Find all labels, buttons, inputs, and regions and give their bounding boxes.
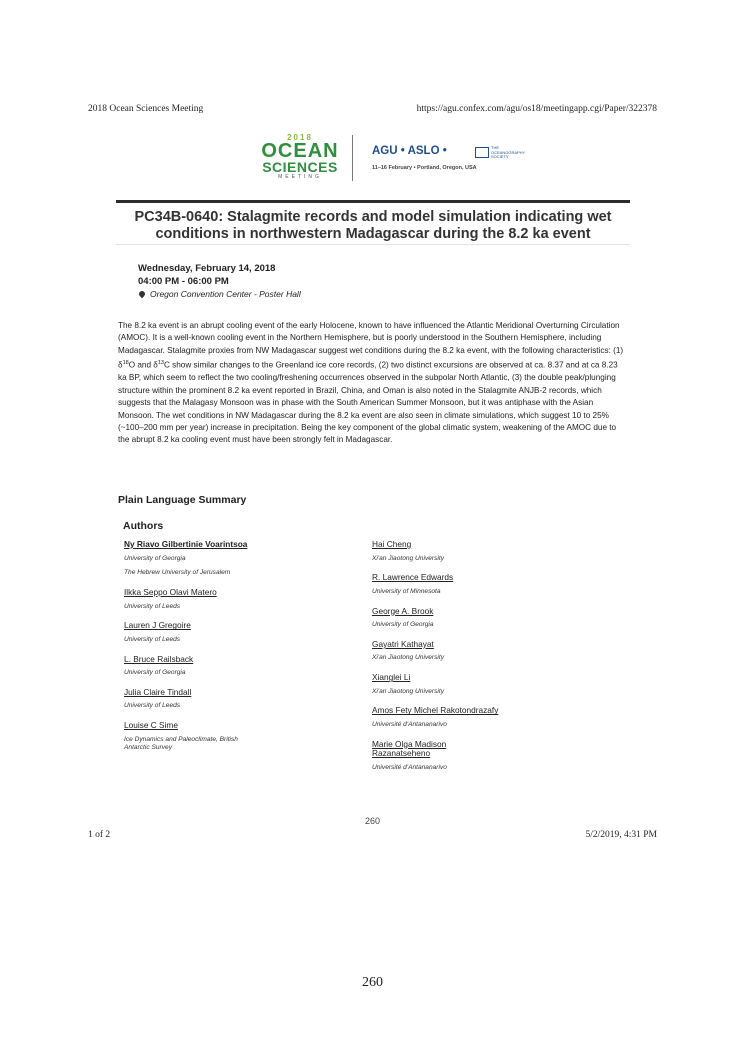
author-affiliation: Université d'Antananarivo — [372, 720, 447, 728]
author-affiliation: University of Leeds — [124, 602, 181, 610]
author-name-link[interactable]: Lauren J Gregoire — [124, 620, 191, 631]
author-name-link[interactable]: Marie Olga Madison Razanatseheno — [372, 738, 447, 759]
logo-year: 2018 — [287, 133, 313, 142]
abstract-sup-18: 18 — [122, 360, 129, 367]
inner-page-number: 260 — [364, 816, 381, 826]
author-name-link[interactable]: Gayatri Kathayat — [372, 638, 434, 649]
author-name-link[interactable]: Xianglei Li — [372, 672, 411, 683]
author-affiliation: University of Minnesota — [372, 587, 441, 595]
author-entry — [372, 640, 504, 662]
session-location[interactable] — [138, 289, 301, 299]
logo-meeting: MEETING — [278, 174, 322, 180]
oceanography-society-icon — [475, 147, 489, 158]
author-affiliation: University of Leeds — [124, 635, 181, 643]
author-name-link[interactable]: Louise C Sime — [124, 720, 178, 731]
author-entry — [372, 573, 504, 595]
session-date: Wednesday, February 14, 2018 — [138, 263, 276, 274]
author-entry — [372, 706, 504, 728]
browser-header-title: 2018 Ocean Sciences Meeting — [88, 104, 204, 114]
session-time: 04:00 PM - 06:00 PM — [138, 276, 229, 287]
paper-title: PC34B-0640: Stalagmite records and model simulation indicating wet conditions in northwestern Madagascar during the 8.2 ka event — [134, 209, 612, 242]
author-affiliation: Xi'an Jiaotong University — [372, 554, 444, 562]
authors-heading: Authors — [123, 520, 164, 532]
author-name-link[interactable]: Ilkka Seppo Olavi Matero — [124, 587, 217, 598]
author-entry — [124, 621, 256, 643]
partner-logos: AGU • ASLO • — [372, 145, 447, 157]
author-affiliation: Université d'Antananarivo — [372, 763, 447, 771]
author-affiliation: Xi'an Jiaotong University — [372, 687, 444, 695]
location-pin-icon — [138, 290, 146, 298]
author-name-link[interactable]: R. Lawrence Edwards — [372, 572, 454, 583]
meeting-dates: 11–16 February • Portland, Oregon, USA — [372, 165, 477, 171]
author-name-link[interactable]: Amos Fety Michel Rakotondrazafy — [372, 705, 499, 716]
aslo-logo: ASLO — [407, 145, 440, 157]
author-name-link[interactable]: Julia Claire Tindall — [124, 686, 192, 697]
abstract — [118, 320, 628, 447]
ocean-sciences-logo — [255, 133, 345, 183]
agu-logo: AGU — [372, 145, 398, 157]
browser-header-url: https://agu.confex.com/agu/os18/meetingapp.cgi/Paper/322378 — [416, 104, 657, 114]
author-entry — [124, 540, 256, 577]
author-entry — [124, 655, 256, 677]
author-affiliation: The Hebrew University of Jerusalem — [124, 569, 231, 577]
abstract-part-2: O and δ — [128, 360, 158, 370]
author-affiliation: Xi'an Jiaotong University — [372, 654, 444, 662]
browser-footer-page: 1 of 2 — [88, 830, 111, 840]
outer-page-number: 260 — [362, 975, 383, 990]
author-entry — [372, 540, 504, 562]
session-location-text: Oregon Convention Center - Poster Hall — [150, 289, 301, 299]
logo-sciences: SCIENCES — [262, 159, 338, 175]
abstract-part-1: The 8.2 ka event is an abrupt cooling event of the early Holocene, known to have influenced the Atlantic Meridional Overturning Circulation (AMOC). It is a well-known cooling event in the Northern Hemisphere, but is poorly understood in the Southern Hemisphere, including Madagascar. Stalagmite proxies from NW Madagascar suggest wet conditions during the 8.2 ka event, with the following characteristics: (1) δ — [118, 321, 624, 370]
author-name-link[interactable]: L. Bruce Railsback — [124, 653, 194, 664]
author-name-link[interactable]: Hai Cheng — [372, 539, 412, 549]
author-entry — [124, 721, 256, 751]
abstract-part-3: C show similar changes to the Greenland ice core records, (2) two distinct excursions are observed at ca. 8.37 and at ca 8.23 ka BP, which seem to reflect the two cooling/freshening occurrences observed in the subpolar North Atlantic, (3) the double peak/plunging structure within the prominent 8.2 ka event reported in Brazil, China, and Oman is also noted in the Stalagmite ANJB-2 records, which suggests that the Malagasy Monsoon was in phase with the South American Summer Monsoon, but it was antiphase with the Asian Monsoon. The wet conditions in NW Madagascar during the 8.2 ka event are also seen in climate simulations, which suggest 10 to 25% (~100–200 mm per year) increase in precipitation. Being the key component of the global climatic system, weakening of the AMOC due to the abrupt 8.2 ka cooling event must have been strongly felt in Madagascar. — [118, 360, 618, 445]
author-affiliation: University of Georgia — [372, 621, 434, 629]
author-entry — [372, 740, 504, 772]
authors-left-column — [124, 540, 256, 762]
author-name-link[interactable]: Ny Riavo Gilbertinie Voarintsoa — [124, 539, 248, 549]
logo-ocean: OCEAN — [261, 140, 339, 162]
author-affiliation: Ice Dynamics and Paleoclimate, British Antarctic Survey — [124, 735, 238, 751]
author-affiliation: University of Georgia — [124, 554, 186, 562]
author-affiliation: University of Leeds — [124, 702, 181, 710]
plain-language-summary-heading: Plain Language Summary — [118, 494, 247, 506]
abstract-sup-13: 13 — [157, 360, 164, 367]
oceanography-society-logo: THE OCEANOGRAPHY SOCIETY — [491, 145, 526, 159]
author-entry — [372, 673, 504, 695]
browser-footer-timestamp: 5/2/2019, 4:31 PM — [585, 830, 657, 840]
author-name-link[interactable]: George A. Brook — [372, 605, 434, 616]
authors-right-column — [372, 540, 504, 783]
author-entry — [124, 688, 256, 710]
logo-divider — [352, 135, 353, 181]
author-entry — [372, 607, 504, 629]
author-entry — [124, 588, 256, 610]
author-affiliation: University of Georgia — [124, 669, 186, 677]
